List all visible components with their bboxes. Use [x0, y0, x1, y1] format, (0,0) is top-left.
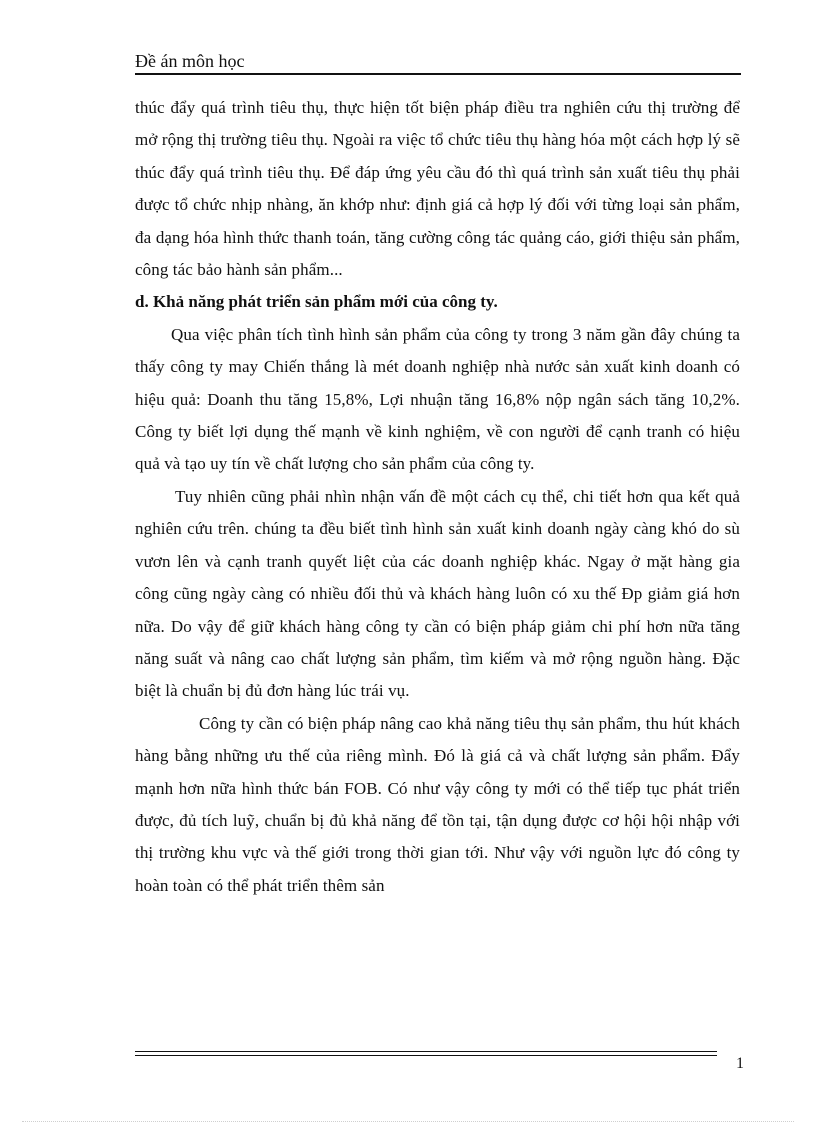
page-edge-divider — [22, 1121, 794, 1122]
section-heading: d. Khả năng phát triển sản phẩm mới của công ty. — [135, 292, 498, 312]
document-body — [135, 92, 740, 902]
footer-divider — [135, 1051, 717, 1056]
page-header: Đề án môn học — [135, 51, 245, 71]
page-number: 1 — [736, 1055, 744, 1072]
paragraph-analysis: Qua việc phân tích tình hình sản phẩm của công ty trong 3 năm gần đây chúng ta thấy công ty may Chiến thắng là mét doanh nghiệp nhà nước sản xuất kinh doanh có hiệu quả: Doanh thu tăng 15,8%, Lợi nhuận tăng 16,8% nộp ngân sách tăng 10,2%. Công ty biết lợi dụng thế mạnh về kinh nghiệm, về con người để cạnh tranh có hiệu quả và tạo uy tín về chất lượng cho sản phẩm của công ty. — [135, 324, 740, 474]
paragraph-measures: Công ty cần có biện pháp nâng cao khả năng tiêu thụ sản phẩm, thu hút khách hàng bằng những ưu thế của riêng mình. Đó là giá cả và chất lượng sản phẩm. Đẩy mạnh hơn nữa hình thức bán FOB. Có như vậy công ty mới có thể tiếp tục phát triển được, đủ tích luỹ, chuẩn bị đủ khả năng để tồn tại, tận dụng được cơ hội hội nhập với thị trường khu vực và thế giới trong thời gian tới. Như vậy với nguồn lực đó công ty hoàn toàn có thể phát triển thêm sản — [135, 713, 740, 895]
paragraph-challenges: Tuy nhiên cũng phải nhìn nhận vấn đề một cách cụ thể, chi tiết hơn qua kết quả nghiên cứu trên. chúng ta đều biết tình hình sản xuất kinh doanh ngày càng khó do sù vươn lên và cạnh tranh quyết liệt của các doanh nghiệp khác. Ngay ở mặt hàng gia công cũng ngày càng có nhiều đối thủ và khách hàng luôn có xu thế Ðp giảm giá hơn nữa. Do vậy để giữ khách hàng công ty cần có biện pháp giảm chi phí hơn nữa tăng năng suất và nâng cao chất lượng sản phẩm, tìm kiếm và mở rộng nguồn hàng. Đặc biệt là chuẩn bị đủ đơn hàng lúc trái vụ. — [135, 486, 740, 701]
header-divider — [135, 73, 741, 75]
paragraph-continuation: thúc đẩy quá trình tiêu thụ, thực hiện tốt biện pháp điều tra nghiên cứu thị trường để mở rộng thị trường tiêu thụ. Ngoài ra việc tổ chức tiêu thụ hàng hóa một cách hợp lý sẽ thúc đẩy quá trình tiêu thụ. Để đáp ứng yêu cầu đó thì quá trình sản xuất tiêu thụ phải được tổ chức nhịp nhàng, ăn khớp như: định giá cả hợp lý đối với từng loại sản phẩm, đa dạng hóa hình thức thanh toán, tăng cường công tác quảng cáo, giới thiệu sản phẩm, công tác bảo hành sản phẩm... — [135, 98, 740, 280]
